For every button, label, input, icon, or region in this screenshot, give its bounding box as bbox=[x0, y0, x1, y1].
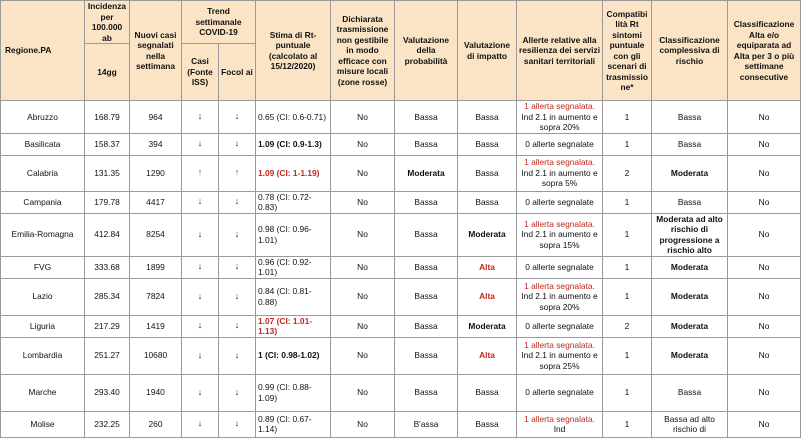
table-row bbox=[1, 191, 801, 213]
cell-classificazione: Moderata bbox=[652, 256, 728, 278]
cell-trend-focolai-arrow-icon: ↑ bbox=[219, 155, 256, 191]
cell-incidenza: 158.37 bbox=[85, 133, 130, 155]
header-nuovi-casi: Nuovi casi segnalati nella settimana bbox=[130, 1, 182, 101]
table-row bbox=[1, 133, 801, 155]
cell-stima-rt: 0.96 (CI: 0.92-1.01) bbox=[256, 256, 331, 278]
cell-classificazione-alta: No bbox=[728, 155, 801, 191]
cell-stima-rt: 0.89 (CI: 0.67-1.14) bbox=[256, 411, 331, 437]
header-dichiarata: Dichiarata trasmissione non gestibile in modo efficace con misure locali (zone rosse) bbox=[331, 1, 395, 101]
cell-incidenza: 293.40 bbox=[85, 374, 130, 411]
cell-classificazione-alta: No bbox=[728, 278, 801, 315]
cell-classificazione: Moderata bbox=[652, 337, 728, 374]
cell-compatibilita: 1 bbox=[603, 337, 652, 374]
cell-nuovi-casi: 8254 bbox=[130, 213, 182, 256]
allerta-main: 1 allerta segnalata. bbox=[524, 101, 595, 111]
cell-trend-focolai-arrow-icon: ↓ bbox=[219, 133, 256, 155]
allerta-main: 0 allerte segnalate bbox=[525, 261, 594, 272]
table-row bbox=[1, 155, 801, 191]
cell-probabilita: Bassa bbox=[395, 101, 458, 134]
cell-classificazione: Bassa ad alto rischio di bbox=[652, 411, 728, 437]
cell-impatto: Moderata bbox=[458, 213, 517, 256]
cell-stima-rt: 1.09 (CI: 0.9-1.3) bbox=[256, 133, 331, 155]
cell-incidenza: 412.84 bbox=[85, 213, 130, 256]
header-trend: Trend settimanale COVID-19 bbox=[182, 1, 256, 44]
cell-trend-focolai-arrow-icon: ↓ bbox=[219, 337, 256, 374]
cell-classificazione-alta: No bbox=[728, 213, 801, 256]
cell-classificazione: Moderata bbox=[652, 315, 728, 337]
cell-stima-rt: 0.99 (CI: 0.88-1.09) bbox=[256, 374, 331, 411]
cell-compatibilita: 1 bbox=[603, 374, 652, 411]
cell-classificazione: Bassa bbox=[652, 191, 728, 213]
cell-dichiarata: No bbox=[331, 191, 395, 213]
cell-classificazione-alta: No bbox=[728, 256, 801, 278]
cell-allerte bbox=[517, 133, 603, 155]
cell-regione: FVG bbox=[1, 256, 85, 278]
cell-trend-casi-arrow-icon: ↓ bbox=[182, 374, 219, 411]
cell-trend-focolai-arrow-icon: ↓ bbox=[219, 101, 256, 134]
cell-classificazione: Bassa bbox=[652, 374, 728, 411]
cell-probabilita: Bassa bbox=[395, 133, 458, 155]
cell-allerte bbox=[517, 256, 603, 278]
cell-classificazione-alta: No bbox=[728, 374, 801, 411]
cell-regione: Molise bbox=[1, 411, 85, 437]
cell-trend-casi-arrow-icon: ↓ bbox=[182, 191, 219, 213]
cell-stima-rt: 1.07 (CI: 1.01-1.13) bbox=[256, 315, 331, 337]
cell-incidenza: 251.27 bbox=[85, 337, 130, 374]
cell-impatto: Alta bbox=[458, 337, 517, 374]
cell-compatibilita: 1 bbox=[603, 133, 652, 155]
allerta-detail: Ind 2.1 in aumento e sopra 5% bbox=[521, 167, 598, 189]
cell-dichiarata: No bbox=[331, 213, 395, 256]
cell-trend-casi-arrow-icon: ↓ bbox=[182, 133, 219, 155]
cell-classificazione: Moderata ad alto rischio di progressione a rischio alto bbox=[652, 213, 728, 256]
cell-stima-rt: 1 (CI: 0.98-1.02) bbox=[256, 337, 331, 374]
cell-dichiarata: No bbox=[331, 411, 395, 437]
allerta-main: 1 allerta segnalata. bbox=[524, 339, 595, 350]
cell-regione: Lombardia bbox=[1, 337, 85, 374]
cell-regione: Emilia-Romagna bbox=[1, 213, 85, 256]
cell-regione: Liguria bbox=[1, 315, 85, 337]
allerta-detail: Ind 2.1 in aumento e sopra 25% bbox=[521, 350, 598, 371]
cell-nuovi-casi: 1940 bbox=[130, 374, 182, 411]
cell-dichiarata: No bbox=[331, 315, 395, 337]
cell-nuovi-casi: 394 bbox=[130, 133, 182, 155]
cell-nuovi-casi: 4417 bbox=[130, 191, 182, 213]
allerta-main: 1 allerta segnalata. bbox=[524, 413, 595, 424]
cell-probabilita: Bassa bbox=[395, 315, 458, 337]
cell-probabilita: Bassa bbox=[395, 256, 458, 278]
cell-allerte bbox=[517, 101, 603, 134]
table-row bbox=[1, 256, 801, 278]
cell-trend-casi-arrow-icon: ↓ bbox=[182, 213, 219, 256]
cell-regione: Abruzzo bbox=[1, 101, 85, 134]
cell-regione: Calabria bbox=[1, 155, 85, 191]
cell-allerte bbox=[517, 155, 603, 191]
allerta-main: 1 allerta segnalata. bbox=[524, 157, 595, 168]
cell-trend-casi-arrow-icon: ↓ bbox=[182, 278, 219, 315]
cell-trend-casi-arrow-icon: ↓ bbox=[182, 337, 219, 374]
header-trend-focolai: Focol ai bbox=[219, 44, 256, 101]
cell-regione: Marche bbox=[1, 374, 85, 411]
cell-trend-casi-arrow-icon: ↑ bbox=[182, 155, 219, 191]
cell-classificazione-alta: No bbox=[728, 191, 801, 213]
header-regione: Regione.PA bbox=[1, 1, 85, 101]
cell-trend-focolai-arrow-icon: ↓ bbox=[219, 213, 256, 256]
cell-trend-focolai-arrow-icon: ↓ bbox=[219, 191, 256, 213]
cell-probabilita: Bassa bbox=[395, 374, 458, 411]
cell-compatibilita: 1 bbox=[603, 213, 652, 256]
cell-trend-casi-arrow-icon: ↓ bbox=[182, 256, 219, 278]
allerta-detail: Ind bbox=[553, 424, 566, 434]
cell-dichiarata: No bbox=[331, 155, 395, 191]
cell-incidenza: 217.29 bbox=[85, 315, 130, 337]
cell-impatto: Alta bbox=[458, 256, 517, 278]
cell-compatibilita: 1 bbox=[603, 411, 652, 437]
cell-allerte bbox=[517, 213, 603, 256]
cell-probabilita: Moderata bbox=[395, 155, 458, 191]
cell-classificazione-alta: No bbox=[728, 101, 801, 134]
cell-classificazione: Bassa bbox=[652, 133, 728, 155]
cell-classificazione-alta: No bbox=[728, 337, 801, 374]
cell-trend-casi-arrow-icon: ↓ bbox=[182, 101, 219, 134]
header-classificazione: Classificazione complessiva di rischio bbox=[652, 1, 728, 101]
cell-allerte bbox=[517, 411, 603, 437]
cell-impatto: Bassa bbox=[458, 191, 517, 213]
header-allerte: Allerte relative alla resilienza dei servizi sanitari territoriali bbox=[517, 1, 603, 101]
cell-compatibilita: 1 bbox=[603, 278, 652, 315]
allerta-main: 0 allerte segnalate bbox=[525, 196, 594, 207]
cell-nuovi-casi: 10680 bbox=[130, 337, 182, 374]
header-classificazione-alta: Classificazione Alta e/o equiparata ad Alta per 3 o più settimane consecutive bbox=[728, 1, 801, 101]
table-row bbox=[1, 101, 801, 134]
table-row bbox=[1, 213, 801, 256]
allerta-main: 1 allerta segnalata. bbox=[524, 218, 595, 229]
cell-trend-focolai-arrow-icon: ↓ bbox=[219, 411, 256, 437]
cell-allerte bbox=[517, 337, 603, 374]
cell-trend-casi-arrow-icon: ↓ bbox=[182, 315, 219, 337]
cell-classificazione: Moderata bbox=[652, 278, 728, 315]
allerta-main: 1 allerta segnalata. bbox=[524, 280, 595, 291]
cell-probabilita: Bassa bbox=[395, 278, 458, 315]
cell-regione: Basilicata bbox=[1, 133, 85, 155]
cell-trend-focolai-arrow-icon: ↓ bbox=[219, 315, 256, 337]
cell-impatto: Bassa bbox=[458, 133, 517, 155]
allerta-main: 0 allerte segnalate bbox=[525, 387, 594, 398]
cell-dichiarata: No bbox=[331, 374, 395, 411]
cell-compatibilita: 2 bbox=[603, 315, 652, 337]
table-row bbox=[1, 337, 801, 374]
table-row bbox=[1, 315, 801, 337]
cell-classificazione-alta: No bbox=[728, 315, 801, 337]
cell-nuovi-casi: 1290 bbox=[130, 155, 182, 191]
cell-regione: Lazio bbox=[1, 278, 85, 315]
cell-allerte bbox=[517, 315, 603, 337]
cell-impatto: Bassa bbox=[458, 155, 517, 191]
cell-nuovi-casi: 7824 bbox=[130, 278, 182, 315]
cell-stima-rt: 0.65 (CI: 0.6-0.71) bbox=[256, 101, 331, 134]
table-row bbox=[1, 411, 801, 437]
allerta-detail: Ind 2.1 in aumento e sopra 20% bbox=[521, 111, 598, 132]
cell-classificazione: Moderata bbox=[652, 155, 728, 191]
header-incidenza-14gg: 14gg bbox=[85, 44, 130, 101]
cell-classificazione: Bassa bbox=[652, 101, 728, 134]
cell-stima-rt: 0.98 (CI: 0.96-1.01) bbox=[256, 213, 331, 256]
cell-allerte bbox=[517, 191, 603, 213]
allerta-main: 0 allerte segnalate bbox=[525, 320, 594, 331]
cell-nuovi-casi: 1899 bbox=[130, 256, 182, 278]
cell-trend-focolai-arrow-icon: ↓ bbox=[219, 374, 256, 411]
cell-trend-casi-arrow-icon: ↓ bbox=[182, 411, 219, 437]
allerta-detail: Ind 2.1 in aumento e sopra 15% bbox=[521, 229, 598, 250]
cell-classificazione-alta: No bbox=[728, 133, 801, 155]
header-impatto: Valutazione di impatto bbox=[458, 1, 517, 101]
header-probabilita: Valutazione della probabilità bbox=[395, 1, 458, 101]
table-row bbox=[1, 278, 801, 315]
cell-stima-rt: 0.84 (CI: 0.81-0.88) bbox=[256, 278, 331, 315]
cell-nuovi-casi: 964 bbox=[130, 101, 182, 134]
cell-dichiarata: No bbox=[331, 256, 395, 278]
cell-stima-rt: 1.09 (CI: 1-1.19) bbox=[256, 155, 331, 191]
table-row bbox=[1, 374, 801, 411]
allerta-detail: Ind 2.1 in aumento e sopra 20% bbox=[521, 291, 598, 312]
cell-impatto: Bassa bbox=[458, 101, 517, 134]
header-stima-rt: Stima di Rt-puntuale (calcolato al 15/12/2020) bbox=[256, 1, 331, 101]
cell-impatto: Bassa bbox=[458, 411, 517, 437]
cell-dichiarata: No bbox=[331, 278, 395, 315]
cell-incidenza: 333.68 bbox=[85, 256, 130, 278]
cell-compatibilita: 2 bbox=[603, 155, 652, 191]
header-trend-casi: Casi (Fonte ISS) bbox=[182, 44, 219, 101]
cell-allerte bbox=[517, 374, 603, 411]
cell-incidenza: 179.78 bbox=[85, 191, 130, 213]
table-body bbox=[1, 101, 801, 438]
allerta-main: 0 allerte segnalate bbox=[525, 138, 594, 149]
cell-trend-focolai-arrow-icon: ↓ bbox=[219, 278, 256, 315]
cell-dichiarata: No bbox=[331, 133, 395, 155]
cell-regione: Campania bbox=[1, 191, 85, 213]
cell-probabilita: Bassa bbox=[395, 337, 458, 374]
cell-probabilita: Bassa bbox=[395, 191, 458, 213]
cell-nuovi-casi: 260 bbox=[130, 411, 182, 437]
cell-nuovi-casi: 1419 bbox=[130, 315, 182, 337]
cell-incidenza: 285.34 bbox=[85, 278, 130, 315]
cell-compatibilita: 1 bbox=[603, 101, 652, 134]
cell-stima-rt: 0.78 (CI: 0.72-0.83) bbox=[256, 191, 331, 213]
cell-compatibilita: 1 bbox=[603, 191, 652, 213]
cell-trend-focolai-arrow-icon: ↓ bbox=[219, 256, 256, 278]
cell-compatibilita: 1 bbox=[603, 256, 652, 278]
cell-incidenza: 168.79 bbox=[85, 101, 130, 134]
cell-probabilita: Bassa bbox=[395, 213, 458, 256]
cell-allerte bbox=[517, 278, 603, 315]
cell-impatto: Alta bbox=[458, 278, 517, 315]
cell-classificazione-alta: No bbox=[728, 411, 801, 437]
cell-incidenza: 131.35 bbox=[85, 155, 130, 191]
cell-impatto: Moderata bbox=[458, 315, 517, 337]
cell-dichiarata: No bbox=[331, 101, 395, 134]
cell-incidenza: 232.25 bbox=[85, 411, 130, 437]
header-incidenza: Incidenza per 100.000 ab bbox=[85, 1, 130, 44]
header-compatibilita: Compatibi lità Rt sintomi puntuale con gli scenari di trasmissio ne* bbox=[603, 1, 652, 101]
cell-probabilita: B'assa bbox=[395, 411, 458, 437]
cell-impatto: Bassa bbox=[458, 374, 517, 411]
cell-dichiarata: No bbox=[331, 337, 395, 374]
